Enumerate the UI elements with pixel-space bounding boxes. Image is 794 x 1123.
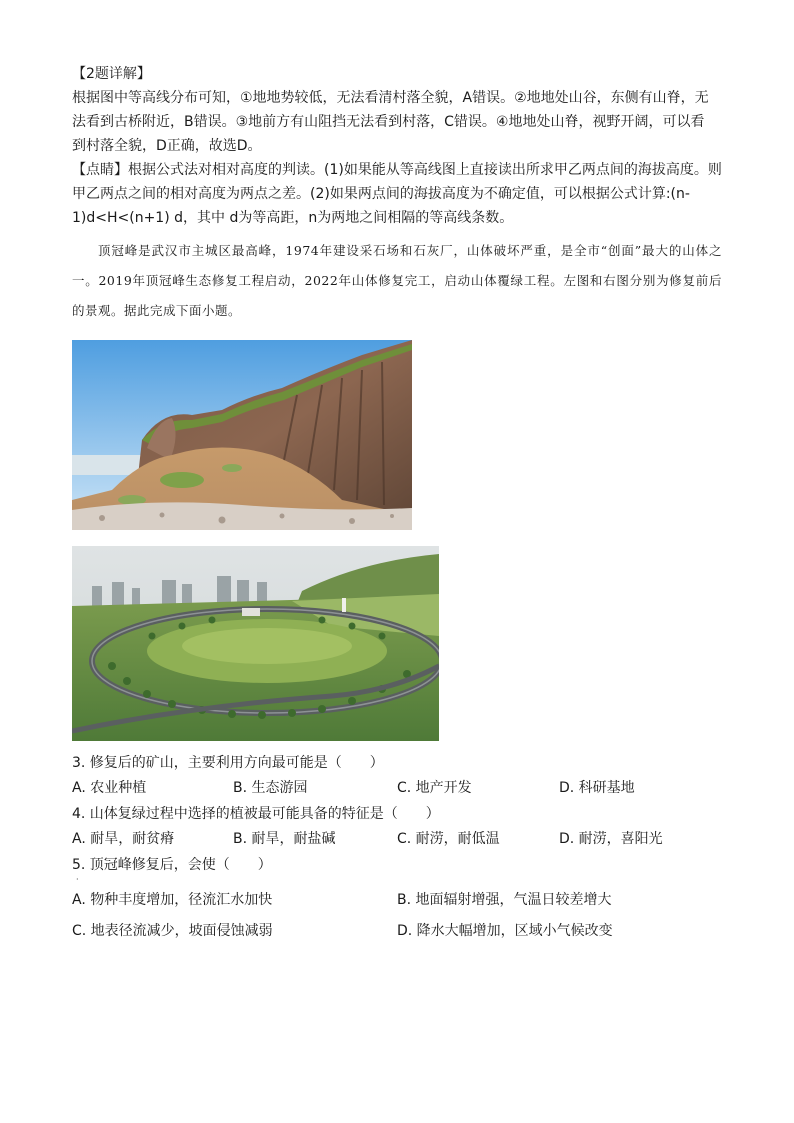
option-d[interactable]: D. 耐涝，喜阳光 — [559, 831, 663, 847]
park-after-photo — [72, 546, 439, 741]
option-b[interactable]: B. 耐旱，耐盐碱 — [233, 831, 336, 847]
question-5-options-row-1 — [72, 885, 722, 916]
option-c[interactable]: C. 地表径流减少，坡面侵蚀减弱 — [72, 923, 273, 939]
question-4-stem: 4. 山体复绿过程中选择的植被最可能具备的特征是（ ） — [72, 806, 440, 822]
explanation-line: 根据图中等高线分布可知，①地地势较低，无法看清村落全貌，A错误。②地地处山谷，东侧有山脊，无 — [72, 90, 709, 106]
question-5-stem: 5. 顶冠峰修复后，会使（ ） — [72, 857, 272, 873]
option-b[interactable]: B. 地面辐射增强，气温日较差增大 — [397, 892, 612, 908]
explanation-line: 法看到古桥附近，B错误。③地前方有山阻挡无法看到村落，C错误。④地地处山脊，视野开阔，可以看 — [72, 114, 705, 130]
question-4-options — [72, 824, 722, 855]
option-d[interactable]: D. 科研基地 — [559, 780, 635, 796]
tip-block — [72, 158, 722, 230]
tip-line: 1)d<H<(n+1) d，其中 d为等高距，n为两地之间相隔的等高线条数。 — [72, 210, 514, 226]
tip-line: 甲乙两点之间的相对高度为两点之差。(2)如果两点间的海拔高度为不确定值，可以根据公式计算:(n- — [72, 186, 690, 202]
option-c[interactable]: C. 地产开发 — [397, 780, 472, 796]
quarry-before-photo — [72, 340, 412, 530]
question-3-options — [72, 773, 722, 804]
stray-dot-mark: · — [76, 875, 79, 884]
tip-line: 【点睛】根据公式法对相对高度的判读。(1)如果能从等高线图上直接读出所求甲乙两点间的海拔高度。则 — [72, 162, 722, 178]
question-5-options-row-2 — [72, 916, 722, 947]
option-a[interactable]: A. 物种丰度增加，径流汇水加快 — [72, 892, 273, 908]
option-d[interactable]: D. 降水大幅增加，区域小气候改变 — [397, 923, 613, 939]
question-3-stem: 3. 修复后的矿山，主要利用方向最可能是（ ） — [72, 755, 384, 771]
option-a[interactable]: A. 耐旱，耐贫瘠 — [72, 831, 175, 847]
document-page — [72, 62, 722, 947]
explanation-line: 到村落全貌，D正确，故选D。 — [72, 138, 262, 154]
section-heading: 【2题详解】 — [72, 66, 151, 82]
option-a[interactable]: A. 农业种植 — [72, 780, 147, 796]
option-c[interactable]: C. 耐涝，耐低温 — [397, 831, 500, 847]
explanation-block — [72, 86, 722, 158]
material-intro: 顶冠峰是武汉市主城区最高峰，1974年建设采石场和石灰厂，山体破坏严重，是全市“创面”最大的山体之一。2019年顶冠峰生态修复工程启动，2022年山体修复完工，启动山体覆绿工程。左图和右图分别为修复前后的景观。据此完成下面小题。 — [72, 243, 722, 318]
option-b[interactable]: B. 生态游园 — [233, 780, 308, 796]
